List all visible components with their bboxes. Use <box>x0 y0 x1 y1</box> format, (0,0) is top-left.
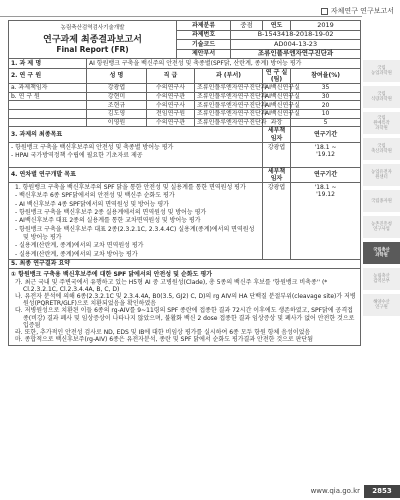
researcher-team: AI백신연구실 <box>263 101 291 110</box>
goal-item: - AI백신후보주 대표 2종의 실용계를 통한 교차면역원성 및 방어능 평가 <box>15 217 201 225</box>
label-category: 과제분류 <box>177 21 231 31</box>
value-dept: 조류인플루엔자연구진단과 <box>231 49 361 59</box>
sec1-value: AI 항원뱅크 구축을 백신주의 안전성 및 축종별(SPF닭, 산란계, 종계) 방어능 평가 <box>87 59 361 69</box>
sec3-objectives <box>9 142 263 167</box>
col-team: 연 구 실(팀) <box>263 68 291 83</box>
researcher-team: AI백신연구실 <box>263 83 291 92</box>
objective-item: - 항원뱅크 구축을 백신후보주의 안전성 및 축종별 방어능 평가 <box>11 143 174 151</box>
report-title-en: Final Report (FR) <box>56 45 129 55</box>
summary-paragraph: 나. 유전자 분석에 의해 6종(2.3.2.1C 및 2.3.4.4A, B0(3.5, GJ2) C, D)의 rg AIV의 HA 단백질 분절부위(cleavage site)가 저병원성(PQRETR/GLF)으로 치환되었음을 확인하였음 <box>15 292 356 308</box>
researcher-role <box>9 118 87 127</box>
sec5-summary <box>9 269 361 346</box>
researcher-rate: 5 <box>291 118 361 127</box>
sec3-col-period: 연구기간 <box>291 127 361 142</box>
researcher-name: 이영원 <box>87 118 147 127</box>
report-org: 농림축산검역검사기술개발 <box>60 24 125 31</box>
researcher-name: 강현미 <box>87 92 147 101</box>
header-section-tab <box>317 4 400 18</box>
researcher-rate: 35 <box>291 83 361 92</box>
researcher-rate: 20 <box>291 101 361 110</box>
researcher-rank: 수의연구사 <box>147 101 195 110</box>
sec3-period: '18.1 ~ '19.12 <box>291 142 361 167</box>
researcher-team: AI백신연구실 <box>263 92 291 101</box>
researcher-rate: 30 <box>291 92 361 101</box>
side-tab[interactable]: 국립 식량과학원 <box>363 86 400 108</box>
col-name: 성 명 <box>87 68 147 83</box>
goal-heading: 1. 항원뱅크 구축을 백신후보주의 SPF 닭을 통한 안전성 및 실용계를 통한 면역원성 평가 <box>15 184 246 192</box>
col-rank: 직 급 <box>147 68 195 83</box>
sec4-manager: 강광엽 <box>263 183 291 260</box>
report-title: 연구과제 최종결과보고서 <box>43 35 142 46</box>
col-dept: 과 (부서) <box>195 68 263 83</box>
sec3-manager: 강광엽 <box>263 142 291 167</box>
header-tab-label: 자체연구 연구보고서 <box>330 7 394 15</box>
sec3-col-manager: 세부책임자 <box>263 127 291 142</box>
summary-heading: ① 항원뱅크 구축용 백신후보주에 대한 SPF 닭에서의 안전성 및 순화도 평가 <box>11 271 213 279</box>
top-header <box>0 0 400 18</box>
sec2-label: 2. 연 구 원 <box>9 68 87 83</box>
researcher-rank: 수의연구관 <box>147 118 195 127</box>
footer-url[interactable]: www.qia.go.kr <box>310 487 360 495</box>
report-table <box>8 20 361 346</box>
side-tab[interactable]: 농업유전자 원센터 <box>363 164 400 186</box>
final-report-document <box>8 20 360 346</box>
sec4-col-manager: 세부책임자 <box>263 167 291 182</box>
researcher-rank: 수의연구사 <box>147 83 195 92</box>
sec1-label: 1. 과 제 명 <box>9 59 87 69</box>
goal-item: - 백신후보주 6종 SPF닭에서의 안전성 및 백신주 순화도 평가 <box>15 192 175 200</box>
side-tab[interactable]: 농촌진흥청 연구사업 <box>363 216 400 238</box>
researcher-name: 김도영 <box>87 109 147 118</box>
side-tab-active[interactable]: 국립축산 과학원 <box>363 242 400 264</box>
researcher-name: 강광엽 <box>87 83 147 92</box>
label-year: 연도 <box>263 21 291 31</box>
value-tech-code: AD004-13-23 <box>231 40 361 50</box>
header-rule <box>0 16 362 17</box>
researcher-dept: 조류인플루엔자연구진단과 <box>195 101 263 110</box>
researcher-role <box>9 101 87 110</box>
researcher-role: a. 과제책임자 <box>9 83 87 92</box>
sec3-label: 3. 과제의 최종목표 <box>9 127 263 142</box>
researcher-dept: 조류인플루엔자연구진단과 <box>195 118 263 127</box>
side-tab[interactable]: 해양수산 연구원 <box>363 294 400 316</box>
section-icon <box>321 8 328 15</box>
col-rate: 참여율(%) <box>291 68 361 83</box>
side-tab[interactable]: 국립 원예특작 과학원 <box>363 112 400 134</box>
side-tab[interactable]: 국립 축산과학원 <box>363 138 400 160</box>
researcher-team: AI백신연구실 <box>263 109 291 118</box>
goal-item: - 항원뱅크 구축을 백신후보주 2종 실용계에서의 면역원성 및 방어능 평가 <box>15 209 207 217</box>
side-tab[interactable]: 국립종자원 <box>363 190 400 212</box>
summary-paragraph: 마. 종합적으로 백신후보주(rg-AIV) 6종은 유전자분석, 종란 및 SPF 닭에서 순화도 평가결과 안전한 것으로 판단됨 <box>15 336 314 344</box>
label-tech-code: 기술코드 <box>177 40 231 50</box>
sec4-col-period: 연구기간 <box>291 167 361 182</box>
label-project-no: 과제번호 <box>177 30 231 40</box>
researcher-role <box>9 109 87 118</box>
summary-paragraph: 다. 저병원성으로 치환된 이들 6종의 rg-AIV를 9~11령의 SPF 종란에 접종한 결과 72시간 이후에도 생존하였고, SPF닭에 공격접종(비강) 결과 폐사 및 임상증상이 나타나지 않았으며, 불활화 백신 2 dose 접종한 결과 임상증상 및 폐사가 없어 안전한 것으로 입증됨 <box>15 307 355 329</box>
goal-item: - 실용계(산란계, 종계)에서의 교차 면역원성 평가 <box>15 242 144 250</box>
researcher-team: 과장 <box>263 118 291 127</box>
side-index-tabs <box>363 60 400 320</box>
sec5-label: 5. 최종 연구결과 요약 <box>9 259 361 269</box>
sec4-label: 4. 연차별 연구개발 목표 <box>9 167 263 182</box>
summary-paragraph: 가. 최근 국내 및 주변국에서 유행하고 있는 H5형 AI 중 고병원성(Clade), 총 5종의 백신주 후보를 '항원뱅크 비축종'' (* Cl.2.3.2.1C, Cl.2.3.4.4A, B, C, D) <box>15 278 328 293</box>
value-category: 중점 <box>231 21 263 31</box>
researcher-rate: 10 <box>291 109 361 118</box>
researcher-role: b. 연 구 원 <box>9 92 87 101</box>
researcher-rank: 전임연구원 <box>147 109 195 118</box>
page-number: 2853 <box>364 485 400 498</box>
goal-item: - 항원뱅크 구축을 백신후보주 대표 2종(2.3.2.1C, 2.3.4.4C) 실용계(종계)에서의 면역원성 및 방어능 평가 <box>15 225 255 241</box>
goal-item: - 실용계(산란계, 종계)에서의 교차 방어능 평가 <box>15 250 138 258</box>
researcher-name: 조현규 <box>87 101 147 110</box>
value-year: 2019 <box>291 21 361 31</box>
objective-item: - HPAI 국가방역정책 수립에 필요한 기초자료 제공 <box>11 151 143 159</box>
sec4-goals <box>9 183 263 260</box>
goal-item: - AI 백신후보주 4종 SPF닭에서의 면역원성 및 방어능 평가 <box>15 200 169 208</box>
value-project-no: B-1543418-2018-19-02 <box>231 30 361 40</box>
label-dept: 제안부서 <box>177 49 231 59</box>
side-tab[interactable]: 국립 농업과학원 <box>363 60 400 82</box>
summary-paragraph: 라. 또한, 추가적인 안전성 검사로 ND, EDS 및 IB에 대한 비임상 평가를 실시하여 6종 모두 항원 항체 음성이었음 <box>15 328 311 336</box>
researcher-dept: 조류인플루엔자연구진단과 <box>195 83 263 92</box>
page-footer <box>0 484 400 500</box>
researcher-dept: 조류인플루엔자연구진단과 <box>195 92 263 101</box>
researcher-rank: 수의연구관 <box>147 92 195 101</box>
report-title-block <box>9 21 177 59</box>
side-tab[interactable]: 농림축산 검역본부 <box>363 268 400 290</box>
sec4-period: '18.1 ~ '19.12 <box>291 183 361 260</box>
researcher-dept: 조류인플루엔자연구진단과 <box>195 109 263 118</box>
